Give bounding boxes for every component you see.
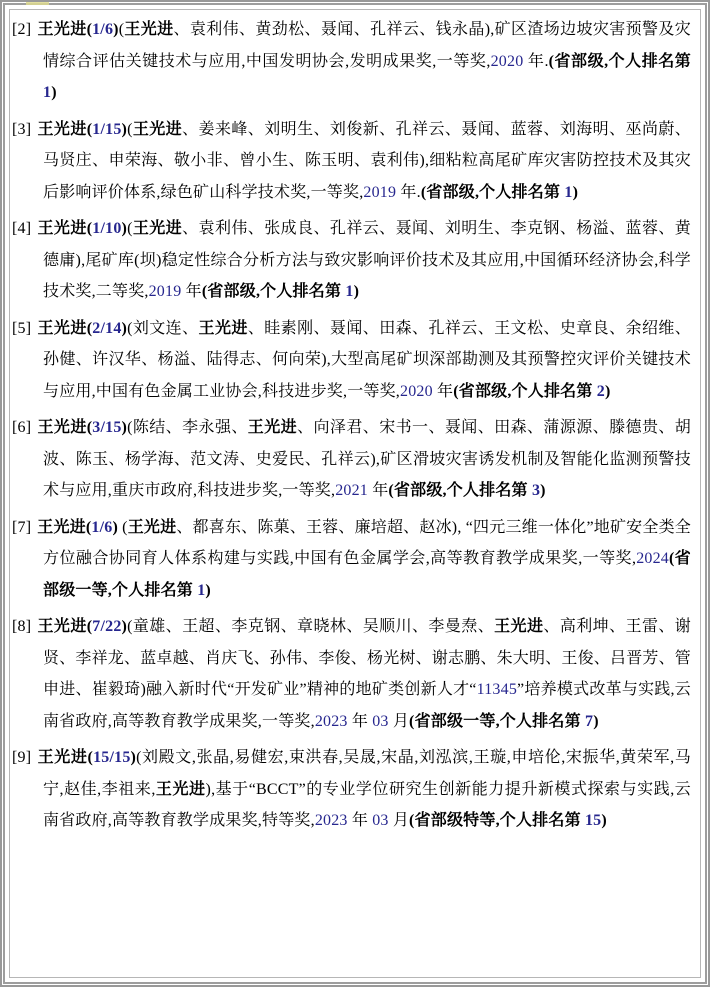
- text-run: 1: [345, 283, 354, 300]
- text-run: ”培养模式改革与实践,云南省政府,高等教育教学成果奖,一等奖,: [43, 681, 691, 730]
- text-run: (: [127, 120, 133, 138]
- text-run: ): [593, 712, 599, 730]
- page-border-middle: [3, 3, 707, 984]
- text-run: 王光进(: [37, 518, 92, 536]
- text-run: ): [51, 84, 57, 101]
- text-run: (刘殿文,张晶,易健宏,束洪春,吴晟,宋晶,刘泓滨,王璇,申培伦,宋振华,黄荣军,马宁,赵佳,李祖来,: [43, 749, 691, 798]
- text-run: 王光进(: [37, 220, 93, 237]
- page-border-inner: [9, 9, 701, 978]
- text-run: ): [113, 21, 119, 38]
- text-run: (: [127, 220, 133, 237]
- text-run: 1: [197, 581, 206, 599]
- text-run: 王光进(: [37, 21, 93, 38]
- award-entry: [12, 313, 691, 408]
- text-run: ): [540, 482, 546, 499]
- text-run: ): [205, 581, 211, 599]
- text-run: 2024: [636, 550, 670, 567]
- text-run: 王光进: [494, 618, 544, 635]
- text-run: 年: [432, 382, 454, 400]
- text-run: ): [353, 283, 360, 300]
- text-run: 15: [584, 812, 602, 829]
- text-run: ): [121, 319, 128, 337]
- text-run: (省部级,个人排名第: [201, 283, 346, 300]
- award-entry: [12, 611, 691, 737]
- text-run: 1/15: [92, 120, 122, 138]
- text-run: 2019: [148, 283, 182, 300]
- text-run: (省部级一等,个人排名第: [409, 712, 585, 730]
- award-entry: [12, 14, 691, 109]
- text-run: 王光进: [198, 319, 248, 337]
- text-run: 2020: [400, 382, 433, 400]
- entry-number: [4]: [12, 220, 32, 237]
- award-entry: [12, 213, 691, 308]
- text-run: 、眭素刚、聂闻、田森、孔祥云、王文松、史章良、余绍维、孙健、许汉华、杨溢、陆得志、何向荣),大型高尾矿坝深部勘测及其预警控灾评价关键技术与应用,中国有色金属工业协会,科技进步奖,一等奖,: [43, 319, 691, 400]
- text-run: 年: [347, 812, 373, 829]
- award-entry: [12, 412, 691, 507]
- text-run: 7/22: [92, 618, 122, 635]
- entry-number: [5]: [12, 319, 32, 337]
- text-run: (省部级,个人排名第: [420, 183, 565, 201]
- text-run: 15/15: [93, 749, 131, 766]
- text-run: 1: [564, 183, 573, 201]
- text-run: (童雄、王超、李克钢、章晓林、吴顺川、李曼焘、: [127, 618, 495, 635]
- text-run: 1/6: [91, 518, 113, 536]
- text-run: ): [121, 618, 128, 635]
- entry-number: [7]: [12, 518, 32, 536]
- text-run: 、高利坤、王雷、谢贤、李祥龙、蓝卓越、肖庆飞、孙伟、李俊、杨光树、谢志鹏、朱大明、王俊、吕晋芳、管申进、崔毅琦)融入新时代“开发矿业”精神的地矿类创新人才“: [43, 618, 692, 698]
- text-run: 王光进: [127, 518, 177, 536]
- award-list: [12, 14, 691, 837]
- entry-number: [9]: [12, 749, 32, 766]
- text-run: ),基于“BCCT”的专业学位研究生创新能力提升新模式探索与实践,云南省政府,高等教育教学成果奖,特等奖,: [43, 780, 691, 829]
- entry-number: [6]: [12, 419, 32, 436]
- text-run: 2019: [363, 183, 397, 201]
- award-entry: [12, 114, 691, 209]
- text-run: ): [601, 812, 607, 829]
- text-run: 王光进: [247, 419, 298, 436]
- text-run: ): [112, 518, 118, 536]
- highlight-artifact: [26, 2, 49, 5]
- text-run: 王光进(: [37, 419, 93, 436]
- text-run: (: [117, 518, 128, 536]
- text-run: 年.: [396, 183, 421, 201]
- text-run: 2: [596, 382, 605, 400]
- text-run: 月: [388, 712, 410, 730]
- text-run: ): [121, 120, 128, 138]
- entry-number: [3]: [12, 120, 32, 138]
- text-run: 王光进(: [37, 749, 94, 766]
- entry-number: [2]: [12, 21, 32, 38]
- text-run: (: [118, 21, 125, 38]
- text-run: 王光进(: [37, 618, 93, 635]
- text-run: 2020: [490, 52, 524, 70]
- text-run: 1/6: [92, 21, 114, 38]
- text-run: 、袁利伟、张成良、孔祥云、聂闻、刘明生、李克钢、杨溢、蓝蓉、黄德庸),尾矿库(坝)稳定性综合分析方法与致灾影响评价技术及其应用,中国循环经济协会,科学技术奖,二等奖,: [43, 220, 691, 300]
- text-run: 月: [388, 812, 410, 829]
- text-run: 2/14: [92, 319, 122, 337]
- text-run: 王光进: [132, 220, 183, 237]
- entry-number: [8]: [12, 618, 32, 635]
- text-run: 王光进: [155, 780, 206, 798]
- text-run: 、袁利伟、黄劲松、聂闻、孔祥云、钱永晶),矿区渣场边坡灾害预警及灾情综合评估关键技术与应用,中国发明协会,发明成果奖,一等奖,: [43, 21, 691, 70]
- text-run: 3: [531, 482, 541, 499]
- text-run: 年: [368, 482, 389, 499]
- text-run: 王光进: [124, 21, 174, 38]
- text-run: 3/15: [92, 419, 122, 436]
- text-run: ): [604, 382, 611, 400]
- text-run: 1/10: [92, 220, 122, 237]
- text-run: (省部级特等,个人排名第: [409, 812, 585, 829]
- text-run: 03: [372, 712, 389, 730]
- text-run: 王光进: [132, 120, 183, 138]
- text-run: ): [121, 419, 128, 436]
- award-entry: [12, 742, 691, 837]
- text-run: ): [121, 220, 128, 237]
- text-run: (陈结、李永强、: [127, 419, 248, 436]
- award-entry: [12, 512, 691, 607]
- text-run: 、向泽君、宋书一、聂闻、田森、蒲源源、滕德贵、胡波、陈玉、杨学海、范文涛、史爱民、孔祥云),矿区滑坡灾害诱发机制及智能化监测预警技术与应用,重庆市政府,科技进步奖,一等奖,: [43, 419, 691, 499]
- text-run: 2023: [314, 712, 348, 730]
- text-run: 年: [347, 712, 373, 730]
- text-run: 2021: [335, 482, 369, 499]
- text-run: 年: [181, 283, 202, 300]
- text-run: (省部级,个人排名第: [388, 482, 532, 499]
- text-run: (省部级,个人排名第: [548, 52, 691, 70]
- text-run: 2023: [314, 812, 348, 829]
- text-run: 11345: [476, 681, 518, 698]
- text-run: 1: [43, 84, 52, 101]
- text-run: (省部级,个人排名第: [453, 382, 597, 400]
- text-run: ): [572, 183, 579, 201]
- text-run: 王光进(: [37, 319, 93, 337]
- text-run: (省部级一等,个人排名第: [43, 550, 691, 599]
- text-run: 7: [584, 712, 594, 730]
- text-run: 、姜来峰、刘明生、刘俊新、孔祥云、聂闻、蓝蓉、刘海明、巫尚蔚、马贤庄、申荣海、敬小非、曾小生、陈玉明、袁利伟),细粘粒高尾矿库灾害防控技术及其灾后影响评价体系,绿色矿山科学技术奖,一等奖,: [43, 120, 691, 201]
- text-run: (刘文连、: [127, 319, 199, 337]
- text-run: 03: [372, 812, 389, 829]
- text-run: 年.: [523, 52, 549, 70]
- text-run: ): [130, 749, 137, 766]
- text-run: 、都喜东、陈菓、王蓉、廉培超、赵冰), “四元三维一体化”地矿安全类全方位融合协同育人体系构建与实践,中国有色金属学会,高等教育教学成果奖,一等奖,: [43, 518, 691, 567]
- text-run: 王光进(: [37, 120, 93, 138]
